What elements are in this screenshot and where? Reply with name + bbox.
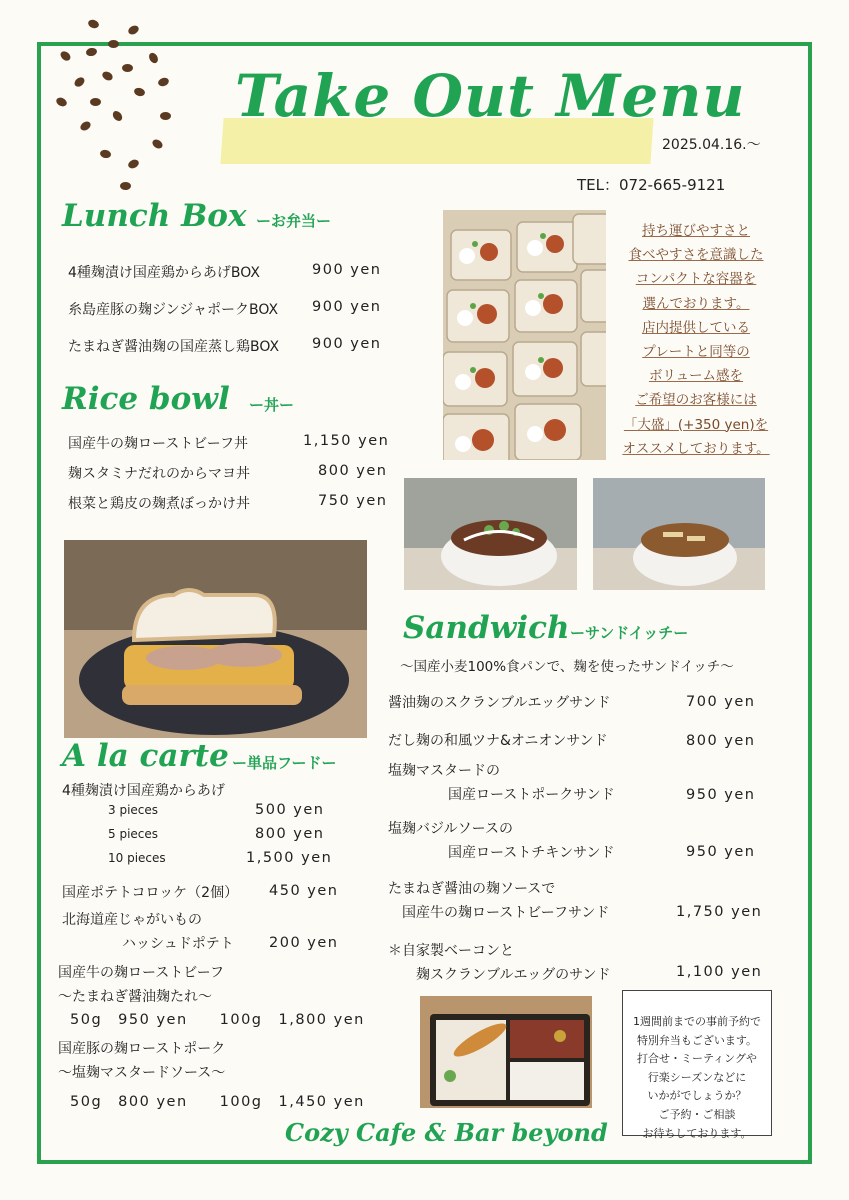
- karaage-name: 4種麹漬け国産鶏からあげ: [62, 783, 225, 799]
- sandwich-item-name-2: 国産ローストチキンサンド: [448, 845, 615, 861]
- karaage-option-label: 3 pieces: [108, 803, 159, 817]
- karaage-option-price: 500 yen: [255, 802, 325, 818]
- karaage-option-price: 1,500 yen: [246, 850, 333, 866]
- rice-item-name: 根菜と鶏皮の麹煮ぼっかけ丼: [68, 496, 250, 512]
- reservation-line: 1週間前までの事前予約で: [633, 1015, 761, 1028]
- rice-item-price: 1,150 yen: [303, 433, 390, 449]
- roast-pork-prices: 50g 800 yen 100g 1,450 yen: [70, 1094, 365, 1110]
- note-line: オススメしております。: [622, 440, 770, 457]
- rice-bowl-subtitle: ー丼ー: [249, 396, 295, 414]
- rice-item-name: 麹スタミナだれのからマヨ丼: [68, 466, 250, 482]
- lunch-box-illustration: [443, 210, 606, 460]
- sandwich-item-name-2: 国産牛の麹ローストビーフサンド: [402, 905, 610, 921]
- lunch-item-price: 900 yen: [312, 299, 382, 315]
- footer-brand: Cozy Cafe & Bar beyond: [285, 1118, 608, 1147]
- sandwich-item-name-2: 国産ローストポークサンド: [448, 787, 615, 803]
- lunch-item-name: 糸島産豚の麹ジンジャポークBOX: [68, 302, 279, 318]
- reservation-line: 特別弁当もございます。: [636, 1033, 758, 1047]
- note-line: 食べやすさを意識した: [628, 247, 764, 264]
- sandwich-photo: [64, 540, 367, 738]
- a-la-carte-heading: A la carte: [62, 738, 229, 774]
- special-bento-illustration: [420, 996, 592, 1108]
- karaage-option-label: 10 pieces: [108, 851, 166, 865]
- sandwich-subtitle: ーサンドイッチー: [570, 624, 689, 642]
- rice-bowl-illustration: [404, 478, 577, 590]
- reservation-line: お待ちしております。: [642, 1126, 752, 1140]
- note-line: 選んでおります。: [642, 295, 750, 312]
- lunch-item-price: 900 yen: [312, 262, 382, 278]
- roast-beef-sauce: 〜たまねぎ醤油麹たれ〜: [58, 989, 212, 1005]
- sandwich-item-price: 800 yen: [686, 733, 756, 749]
- page-title: Take Out Menu: [235, 62, 746, 130]
- note-line: ボリューム感を: [648, 368, 744, 385]
- donburi-illustration: [593, 478, 765, 590]
- sandwich-item-price: 950 yen: [686, 844, 756, 860]
- sandwich-item-name: 塩麹バジルソースの: [388, 821, 513, 837]
- donburi-photo: [593, 478, 765, 590]
- lunch-item-name: 4種麹漬け国産鶏からあげBOX: [68, 265, 260, 281]
- roast-pork-name: 国産豚の麹ローストポーク: [58, 1041, 226, 1057]
- sandwich-item-name: 醤油麹のスクランブルエッグサンド: [388, 695, 611, 711]
- karaage-option-price: 800 yen: [255, 826, 325, 842]
- note-line: コンパクトな容器を: [635, 271, 757, 288]
- note-line: プレートと同等の: [642, 344, 750, 361]
- rice-item-price: 800 yen: [318, 463, 388, 479]
- lunch-box-subtitle: ーお弁当ー: [256, 212, 332, 230]
- portion-note: [608, 219, 784, 461]
- roast-beef-name: 国産牛の麹ローストビーフ: [58, 965, 225, 981]
- sandwich-item-name-2: 麹スクランブルエッグのサンド: [416, 967, 611, 983]
- sandwich-illustration: [64, 540, 367, 738]
- reservation-line: 行楽シーズンなどに: [647, 1070, 747, 1084]
- roast-beef-prices: 50g 950 yen 100g 1,800 yen: [70, 1012, 365, 1028]
- sandwich-item-name: だし麹の和風ツナ&オニオンサンド: [388, 733, 608, 749]
- lunch-box-photo: [443, 210, 606, 460]
- phone-number: TEL：072-665-9121: [577, 176, 726, 194]
- sandwich-tagline: 〜国産小麦100%食パンで、麹を使ったサンドイッチ〜: [400, 659, 734, 675]
- hash-name-2: ハッシュドポテト: [122, 936, 234, 952]
- sandwich-item-price: 700 yen: [686, 694, 756, 710]
- sandwich-item-price: 1,750 yen: [676, 904, 763, 920]
- note-line: 「大盛」(+350 yen)を: [623, 416, 769, 433]
- note-line: 持ち運びやすさと: [642, 223, 750, 239]
- sandwich-item-price: 1,100 yen: [676, 964, 763, 980]
- note-line: ご希望のお客様には: [635, 392, 757, 409]
- lunch-item-price: 900 yen: [312, 336, 382, 352]
- sandwich-item-name: たまねぎ醤油の麹ソースで: [388, 881, 556, 897]
- karaage-option-label: 5 pieces: [108, 827, 159, 841]
- reservation-line: いかがでしょうか？: [647, 1089, 747, 1103]
- lunch-box-heading: Lunch Box: [62, 198, 247, 234]
- menu-date: 2025.04.16.〜: [662, 137, 761, 153]
- reservation-line: 打合せ・ミーティングや: [637, 1052, 757, 1066]
- hash-name: 北海道産じゃがいもの: [62, 912, 202, 928]
- reservation-card: [622, 990, 772, 1140]
- hash-price: 200 yen: [269, 935, 339, 951]
- rice-bowl-heading: Rice bowl: [62, 381, 230, 417]
- reservation-line: ご予約・ご相談: [658, 1107, 736, 1121]
- rice-item-price: 750 yen: [318, 493, 388, 509]
- sandwich-item-name: 塩麹マスタードの: [388, 763, 500, 779]
- a-la-carte-subtitle: ー単品フードー: [232, 754, 337, 772]
- note-line: 店内提供している: [642, 319, 750, 336]
- croquette-name: 国産ポテトコロッケ（2個）: [62, 885, 239, 901]
- sandwich-heading: Sandwich: [403, 610, 570, 646]
- lunch-item-name: たまねぎ醤油麹の国産蒸し鶏BOX: [68, 339, 280, 355]
- rice-bowl-photo: [404, 478, 577, 590]
- roast-pork-sauce: 〜塩麹マスタードソース〜: [58, 1065, 226, 1081]
- special-bento-photo: [420, 996, 592, 1108]
- rice-item-name: 国産牛の麹ローストビーフ丼: [68, 436, 249, 452]
- sandwich-item-name: ＊自家製ベーコンと: [388, 943, 514, 959]
- sandwich-item-price: 950 yen: [686, 787, 756, 803]
- croquette-price: 450 yen: [269, 883, 339, 899]
